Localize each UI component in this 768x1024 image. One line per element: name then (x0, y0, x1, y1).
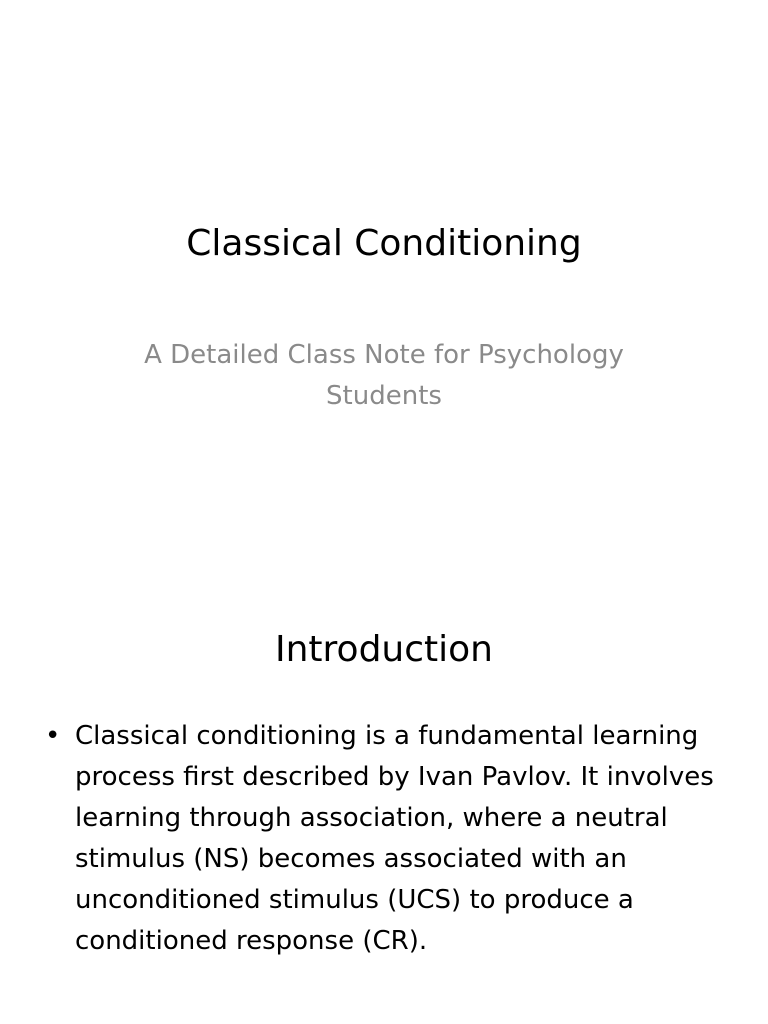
bullet-point-icon: • (45, 721, 61, 751)
introduction-slide (0, 576, 768, 1024)
slide-title: Classical Conditioning (186, 223, 582, 264)
bullet-text: Classical conditioning is a fundamental learning process first described by Ivan Pavlov. It involves learning through association, where a neutral stimulus (NS) becomes associated with an unconditioned stimulus (UCS) to produce a conditioned response (CR). (75, 721, 714, 956)
bullet-list (45, 716, 735, 962)
slide-subtitle: A Detailed Class Note for Psychology Students (144, 340, 624, 411)
introduction-heading: Introduction (274, 629, 493, 670)
bullet-item (45, 716, 735, 962)
